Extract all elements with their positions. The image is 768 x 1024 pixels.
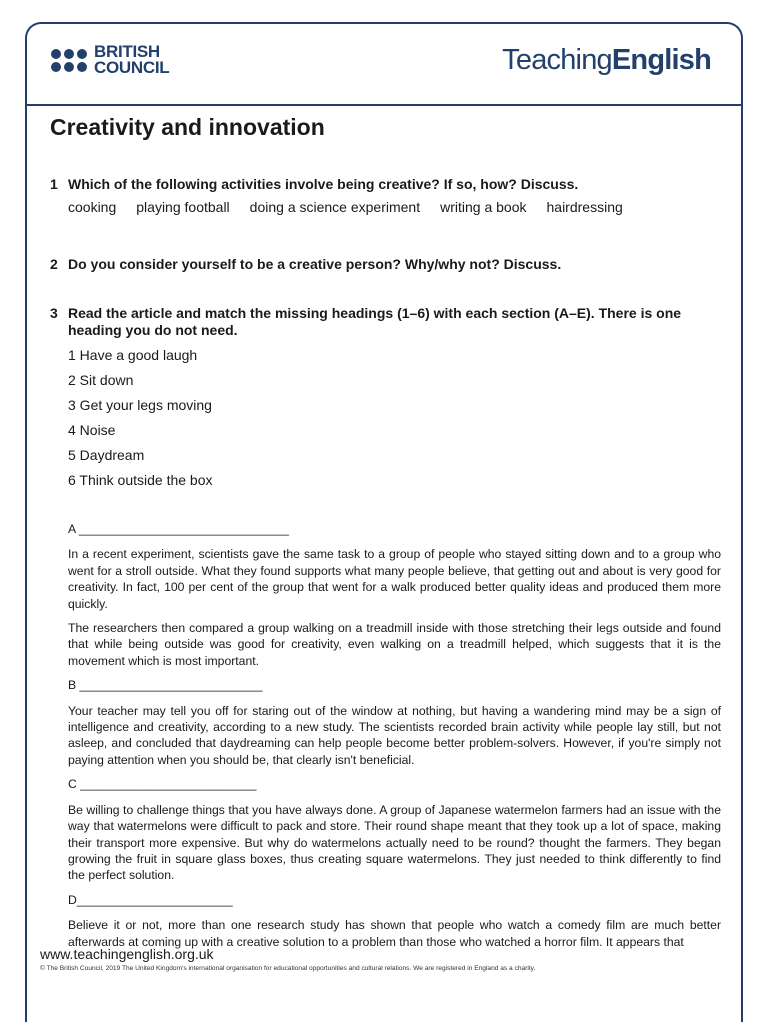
activity-item: hairdressing (546, 199, 623, 215)
question-text: Read the article and match the missing headings (1–6) with each section (A–E). There is one heading you do not need. (68, 305, 682, 338)
section-b-paragraph: Your teacher may tell you off for staring out of the window at nothing, but having a wandering mind may be a sign of intelligence and creativity, according to a new study. The scientists recorded brain activity while people lay still, but not asleep, and concluded that daydreaming can help people become better problem-solvers. However, if you're simply not paying attention when you should be, that clearly isn't beneficial. (68, 703, 721, 767)
footer-copyright: © The British Council, 2019 The United Kingdom's international organisation for educational opportunities and cultural relations. We are registered in England as a charity. (40, 965, 536, 972)
heading-item: 6 Think outside the box (68, 472, 213, 488)
te-regular: Teaching (502, 44, 612, 76)
question-1 (50, 176, 700, 193)
bc-line-2: COUNCIL (94, 58, 170, 77)
section-d-label: D_______________________ (68, 892, 233, 907)
article (68, 521, 721, 958)
british-council-logo (51, 44, 169, 76)
header-divider (27, 104, 741, 106)
heading-item: 2 Sit down (68, 372, 134, 388)
headings-list (68, 347, 213, 497)
activity-item: doing a science experiment (249, 199, 421, 215)
question-3 (50, 305, 700, 339)
question-text: Do you consider yourself to be a creative person? Why/why not? Discuss. (68, 256, 562, 272)
question-number: 2 (50, 256, 58, 272)
question-text: Which of the following activities involve being creative? If so, how? Discuss. (68, 176, 579, 192)
british-council-wordmark (94, 44, 169, 76)
activities-list (68, 199, 643, 215)
heading-item: 3 Get your legs moving (68, 397, 212, 413)
question-number: 3 (50, 305, 58, 321)
section-a-paragraph-2: The researchers then compared a group walking on a treadmill inside with those stretching their legs outside and found that while being outside was good for creativity, even walking on a treadmill helped, which suggests that it is the movement which is most important. (68, 621, 721, 668)
question-number: 1 (50, 176, 58, 192)
activity-item: cooking (68, 199, 117, 215)
te-bold: English (611, 44, 711, 76)
section-b-label: B ___________________________ (68, 678, 263, 693)
british-council-dots-icon (51, 49, 87, 72)
page-title: Creativity and innovation (50, 114, 325, 140)
question-2 (50, 256, 700, 273)
section-c-paragraph: Be willing to challenge things that you have always done. A group of Japanese watermelon farmers had an issue with the way that watermelons were difficult to pack and store. Their round shape meant that they took up a lot of space, making their transport more expensive. But why do watermelons actually need to be round? thought the farmers. They began growing the fruit in square glass boxes, thus creating square watermelons. They just needed to think differently to find the perfect solution. (68, 802, 721, 883)
teaching-english-logo (502, 44, 711, 77)
heading-item: 1 Have a good laugh (68, 347, 198, 363)
bc-line-1: BRITISH (94, 42, 160, 61)
section-d-paragraph: Believe it or not, more than one research study has shown that people who watch a comedy film are much better afterwards at coming up with a creative solution to a problem than those who watched a horror film. It appears that (68, 918, 721, 949)
section-a-paragraph-1: In a recent experiment, scientists gave the same task to a group of people who stayed sitting down and to a group who went for a stroll outside. What they found supports what many people believe, that getting out and about is very good for creativity. In fact, 100 per cent of the group that went for a walk produced better quality ideas and produced them more quickly. (68, 547, 721, 611)
heading-item: 4 Noise (68, 422, 116, 438)
section-c-label: C __________________________ (68, 777, 257, 792)
activity-item: playing football (136, 199, 230, 215)
activity-item: writing a book (440, 199, 527, 215)
section-a-label: A _______________________________ (68, 522, 289, 536)
footer-url: www.teachingenglish.org.uk (40, 946, 214, 962)
heading-item: 5 Daydream (68, 447, 145, 463)
